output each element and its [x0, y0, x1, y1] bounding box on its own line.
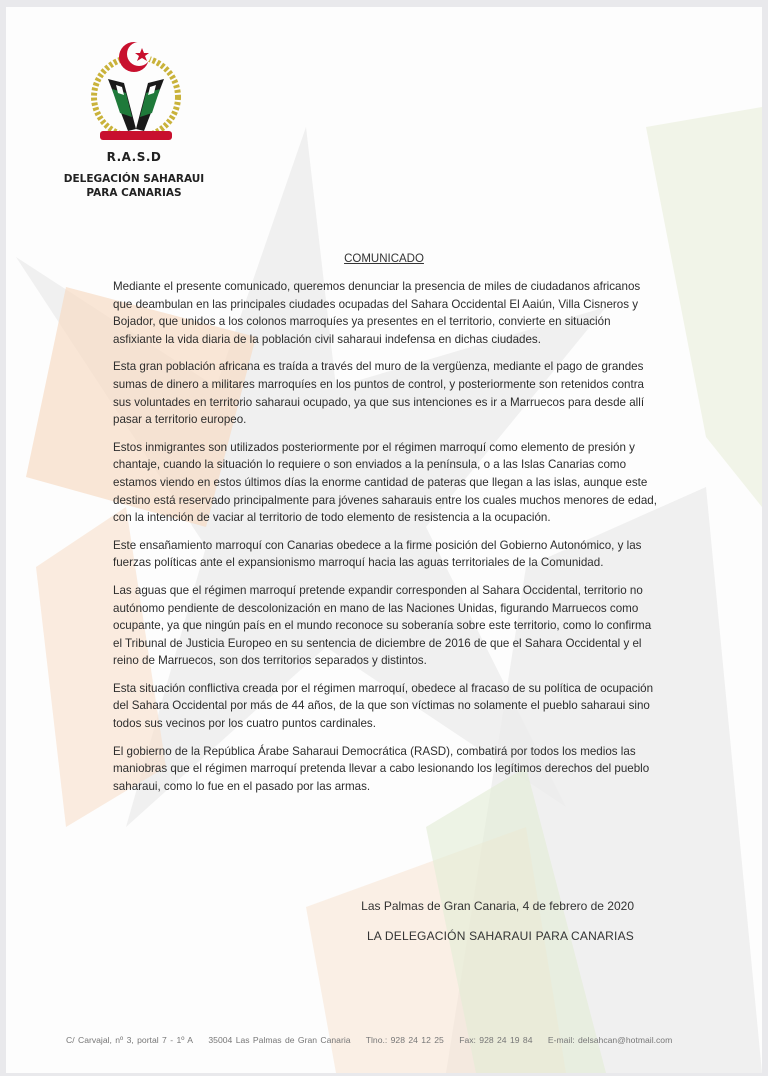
- footer-email[interactable]: E-mail: delsahcan@hotmail.com: [547, 1035, 673, 1045]
- document-page: [6, 7, 762, 1073]
- paragraph: Las aguas que el régimen marroquí pretende expandir corresponden al Sahara Occidental, territorio no autónomo pendiente de descolonización en mano de las Naciones Unidas, figurando Marruecos como ocupante, ya que ningún país en el mundo reconoce su soberanía sobre este territorio, como lo confirma el Tribunal de Justicia Europeo en su sentencia de diciembre de 2016 de que el Sahara Occidental y el reino de Marruecos, son dos territorios separados y distintos.: [113, 583, 652, 668]
- footer-city: 35004 Las Palmas de Gran Canaria: [208, 1035, 351, 1045]
- footer-address: C/ Carvajal, nº 3, portal 7 - 1º A: [66, 1035, 194, 1045]
- rasd-emblem-logo: [86, 37, 186, 147]
- rasd-heading: R.A.S.D: [106, 150, 162, 164]
- paragraph: Esta situación conflictiva creada por el régimen marroquí, obedece al fracaso de su política de ocupación del Sahara Occidental por más de 44 años, de la que son víctimas no solamente el pueblo saharaui sino todos sus vecinos por los cuatro puntos cardinales.: [113, 681, 654, 731]
- footer-phone: Tlno.: 928 24 12 25: [365, 1035, 444, 1045]
- signature: LA DELEGACIÓN SAHARAUI PARA CANARIAS: [366, 929, 634, 943]
- paragraph: Esta gran población africana es traída a través del muro de la vergüenza, mediante el pago de grandes sumas de dinero a militares marroquíes en los puntos de control, y posteriormente son retenidos contra sus voluntades en territorio saharaui ocupado, ya que sus intenciones es ir a Marruecos para desde allí pasar a territorio europeo.: [113, 360, 645, 427]
- paragraph: Mediante el presente comunicado, queremos denunciar la presencia de miles de ciudadanos africanos que deambulan en las principales ciudades ocupadas del Sahara Occidental El Aaiún, Villa Cisneros y Bojador, que unidos a los colonos marroquíes ya presentes en el territorio, convierte en situación asfixiante la vida diaria de la población civil saharaui indefensa en dichas ciudades.: [113, 280, 641, 346]
- footer-contact: [66, 1035, 684, 1045]
- watermark-shape-green: [646, 107, 762, 507]
- paragraph: El gobierno de la República Árabe Saharaui Democrática (RASD), combatirá por todos los medios las maniobras que el régimen marroquí pretenda llevar a cabo lesionando los legítimos derechos del pueblo saharaui, como lo fue en el pasado por las armas.: [113, 744, 650, 793]
- organization-name-line2: PARA CANARIAS: [86, 187, 182, 199]
- paragraph: Estos inmigrantes son utilizados posteriormente por el régimen marroquí como elemento de presión y chantaje, cuando la situación lo requiere o son enviados a la península, o a las Islas Canarias como estamos viendo en estos últimos días la enorme cantidad de pateras que llegan a las islas, aunque este destino está reservado principalmente para jóvenes saharauis entre los cuales muchos menores de edad, con la intención de vaciar al territorio de todo elemento de resistencia a la ocupación.: [113, 440, 657, 525]
- footer-fax: Fax: 928 24 19 84: [459, 1035, 533, 1045]
- ribbon-banner: [100, 131, 172, 140]
- paragraph: Este ensañamiento marroquí con Canarias obedece a la firme posición del Gobierno Autonómico, y las fuerzas políticas ante el expansionismo marroquí hacia las aguas territoriales de la Comunidad.: [113, 538, 642, 570]
- place-and-date: Las Palmas de Gran Canaria, 4 de febrero de 2020: [361, 899, 634, 913]
- crossed-flags-icon: [108, 79, 164, 131]
- document-body: [113, 278, 661, 805]
- organization-name-line1: DELEGACIÓN SAHARAUI: [63, 173, 205, 185]
- document-title: COMUNICADO: [344, 253, 424, 265]
